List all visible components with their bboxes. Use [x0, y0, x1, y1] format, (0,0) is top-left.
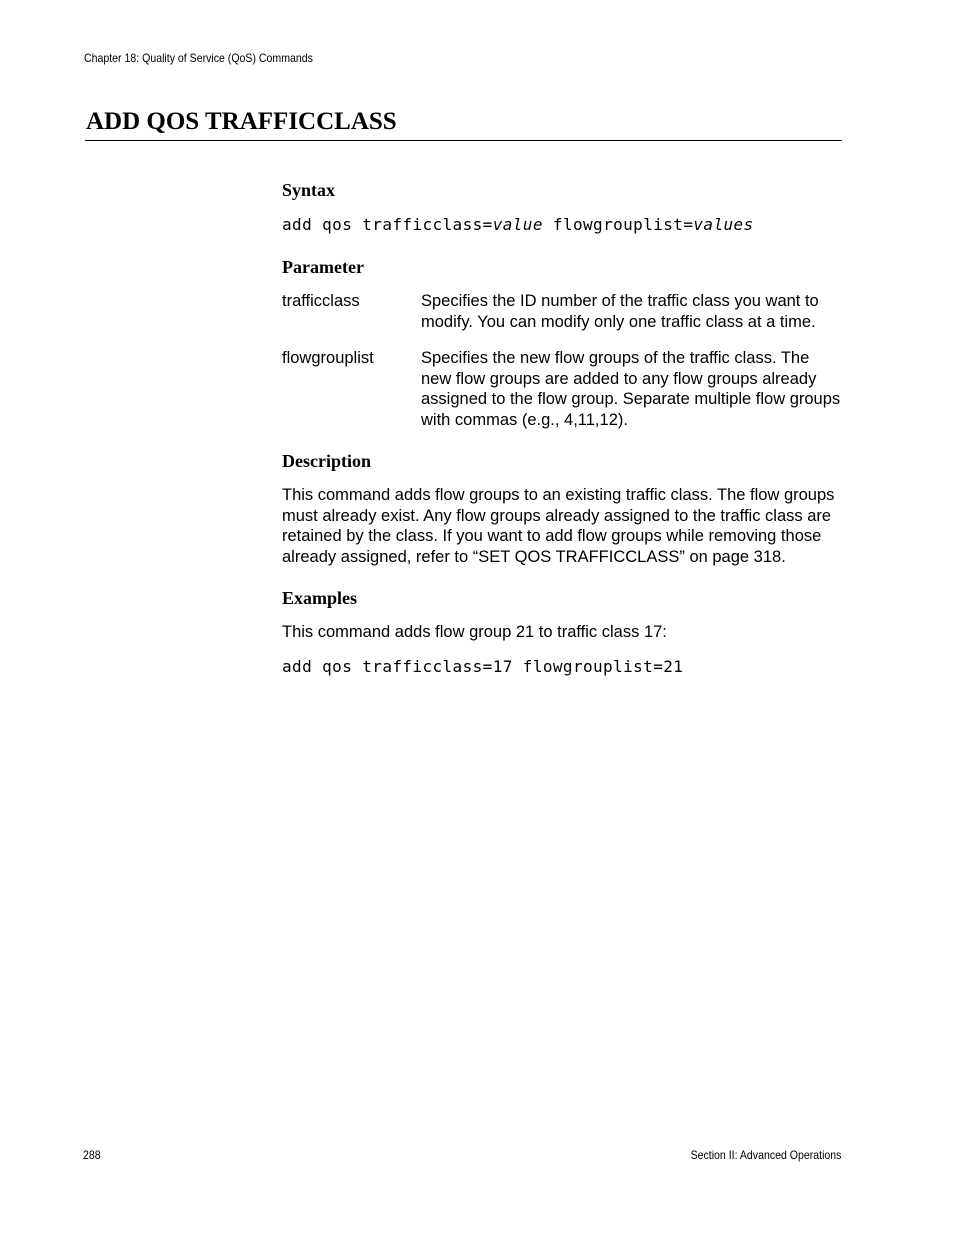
running-header: Chapter 18: Quality of Service (QoS) Commands — [84, 51, 313, 65]
parameter-heading: Parameter — [282, 257, 364, 277]
syntax-heading: Syntax — [282, 180, 336, 200]
page-number: 288 — [83, 1148, 101, 1162]
parameter-description: Specifies the ID number of the traffic class you want to modify. You can modify only one traffic class at a time. — [421, 292, 819, 331]
syntax-value-placeholder: value — [492, 215, 543, 234]
parameter-table — [282, 291, 842, 430]
syntax-values-placeholder: values — [693, 215, 754, 234]
parameter-row — [282, 291, 842, 332]
command-content — [282, 178, 842, 677]
parameter-name: flowgrouplist — [282, 349, 374, 367]
syntax-command-prefix: add qos trafficclass= — [282, 215, 493, 234]
syntax-command — [282, 215, 842, 235]
parameter-name: trafficclass — [282, 292, 360, 310]
parameter-row — [282, 348, 842, 430]
example-command: add qos trafficclass=17 flowgrouplist=21 — [282, 656, 684, 676]
description-heading: Description — [282, 451, 371, 471]
examples-intro: This command adds flow group 21 to traffic class 17: — [282, 623, 667, 641]
parameter-description: Specifies the new flow groups of the traffic class. The new flow groups are added to any flow groups already assigned to the flow group. Separate multiple flow groups with commas (e.g., 4,11,12). — [421, 349, 841, 429]
footer-section: Section II: Advanced Operations — [690, 1148, 841, 1162]
examples-heading: Examples — [282, 588, 358, 608]
title-divider — [85, 140, 842, 141]
description-text: This command adds flow groups to an existing traffic class. The flow groups must already exist. Any flow groups already assigned to the traffic class are retained by the class. If you want to add flow groups while removing those already assigned, refer to “SET QOS TRAFFICCLASS” on page 318. — [282, 486, 835, 566]
page-title: ADD QOS TRAFFICCLASS — [86, 108, 397, 135]
syntax-command-mid: flowgrouplist= — [542, 215, 694, 234]
